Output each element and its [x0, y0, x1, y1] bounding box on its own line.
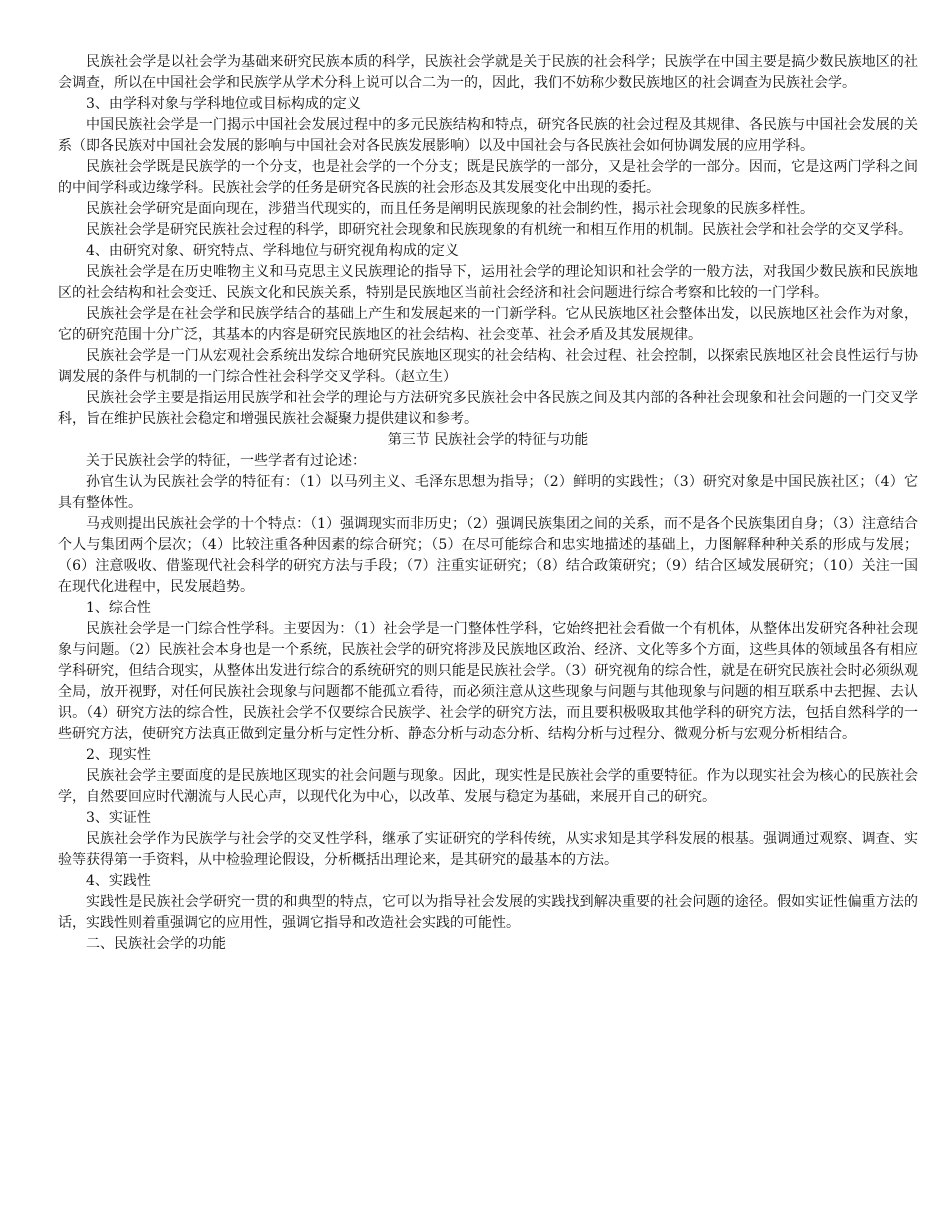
paragraph: 孙官生认为民族社会学的特征有：（1）以马列主义、毛泽东思想为指导；（2）鲜明的实践性；（3）研究对象是中国民族社区；（4）它具有整体性。	[58, 474, 918, 511]
section-heading: 2、现实性	[86, 747, 151, 763]
section-heading: 二、民族社会学的功能	[86, 936, 226, 952]
paragraph: 民族社会学是在历史唯物主义和马克思主义民族理论的指导下，运用社会学的理论知识和社会学的一般方法，对我国少数民族和民族地区的社会结构和社会变迁、民族文化和民族关系，特别是民族地区当前社会经济和社会问题进行综合考察和比较的一门学科。	[58, 264, 918, 301]
paragraph: 民族社会学既是民族学的一个分支，也是社会学的一个分支；既是民族学的一部分，又是社会学的一部分。因而，它是这两门学科之间的中间学科或边缘学科。民族社会学的任务是研究各民族的社会形态及其发展变化中出现的委托。	[58, 159, 918, 196]
paragraph: 民族社会学作为民族学与社会学的交叉性学科，继承了实证研究的学科传统，从实求知是其学科发展的根基。强调通过观察、调查、实验等获得第一手资料，从中检验理论假设，分析概括出理论来，是其研究的最基本的方法。	[58, 831, 918, 868]
chapter-section-title: 第三节 民族社会学的特征与功能	[387, 432, 589, 448]
section-heading: 4、由研究对象、研究特点、学科地位与研究视角构成的定义	[86, 243, 459, 259]
section-heading: 1、综合性	[86, 600, 151, 616]
paragraph: 民族社会学研究是面向现在，涉猎当代现实的，而且任务是阐明民族现象的社会制约性，揭示社会现象的民族多样性。	[86, 201, 814, 217]
paragraph: 关于民族社会学的特征，一些学者有过论述：	[86, 453, 366, 469]
paragraph: 民族社会学是一门从宏观社会系统出发综合地研究民族地区现实的社会结构、社会过程、社会控制，以探索民族地区社会良性运行与协调发展的条件与机制的一门综合性社会科学交叉学科。（赵立生）	[58, 348, 918, 385]
paragraph: 民族社会学主要面度的是民族地区现实的社会问题与现象。因此，现实性是民族社会学的重要特征。作为以现实社会为核心的民族社会学，自然要回应时代潮流与人民心声，以现代化为中心，以改革、发展与稳定为基础，来展开自己的研究。	[58, 768, 918, 805]
paragraph: 民族社会学是研究民族社会过程的科学，即研究社会现象和民族现象的有机统一和相互作用的机制。民族社会学和社会学的交叉学科。	[86, 222, 912, 238]
paragraph: 实践性是民族社会学研究一贯的和典型的特点，它可以为指导社会发展的实践找到解决重要的社会问题的途径。假如实证性偏重方法的话，实践性则着重强调它的应用性，强调它指导和改造社会实践的可能性。	[58, 894, 918, 931]
section-heading: 4、实践性	[86, 873, 151, 889]
paragraph: 马戎则提出民族社会学的十个特点：（1）强调现实而非历史；（2）强调民族集团之间的关系，而不是各个民族集团自身；（3）注意结合个人与集团两个层次；（4）比较注重各种因素的综合研究；（5）在尽可能综合和忠实地描述的基础上，力图解释种种关系的形成与发展；（6）注意吸收、借鉴现代社会科学的研究方法与手段；（7）注重实证研究；（8）结合政策研究；（9）结合区域发展研究；（10）关注一国在现代化进程中，民发展趋势。	[58, 516, 918, 595]
paragraph: 民族社会学是以社会学为基础来研究民族本质的科学，民族社会学就是关于民族的社会科学；民族学在中国主要是搞少数民族地区的社会调查，所以在中国社会学和民族学从学术分科上说可以合二为一的，因此，我们不妨称少数民族地区的社会调查为民族社会学。	[58, 54, 918, 91]
section-heading: 3、由学科对象与学科地位或目标构成的定义	[86, 96, 361, 112]
paragraph: 民族社会学是在社会学和民族学结合的基础上产生和发展起来的一门新学科。它从民族地区社会整体出发，以民族地区社会作为对象，它的研究范围十分广泛，其基本的内容是研究民族地区的社会结构、社会变革、社会矛盾及其发展规律。	[58, 306, 918, 343]
paragraph: 中国民族社会学是一门揭示中国社会发展过程中的多元民族结构和特点，研究各民族的社会过程及其规律、各民族与中国社会发展的关系（即各民族对中国社会发展的影响与中国社会对各民族发展影响）以及中国社会与各民族社会如何协调发展的应用学科。	[58, 117, 918, 154]
section-heading: 3、实证性	[86, 810, 151, 826]
paragraph: 民族社会学是一门综合性学科。主要因为：（1）社会学是一门整体性学科，它始终把社会看做一个有机体，从整体出发研究各种社会现象与问题。（2）民族社会本身也是一个系统，民族社会学的研究将涉及民族地区政治、经济、文化等多个方面，这些具体的领域虽各有相应学科研究，但结合现实，从整体出发进行综合的系统研究的则只能是民族社会学。（3）研究视角的综合性，就是在研究民族社会时必须纵观全局，放开视野，对任何民族社会现象与问题都不能孤立看待，而必须注意从这些现象与问题与其他现象与问题的相互联系中去把握、去认识。（4）研究方法的综合性，民族社会学不仅要综合民族学、社会学的研究方法，而且要积极吸取其他学科的研究方法，包括自然科学的一些研究方法，使研究方法真正做到定量分析与定性分析、静态分析与动态分析、结构分析与过程分、微观分析与宏观分析相结合。	[58, 621, 918, 742]
paragraph: 民族社会学主要是指运用民族学和社会学的理论与方法研究多民族社会中各民族之间及其内部的各种社会现象和社会问题的一门交叉学科，旨在维护民族社会稳定和增强民族社会凝聚力提供建议和参考。	[58, 390, 918, 427]
